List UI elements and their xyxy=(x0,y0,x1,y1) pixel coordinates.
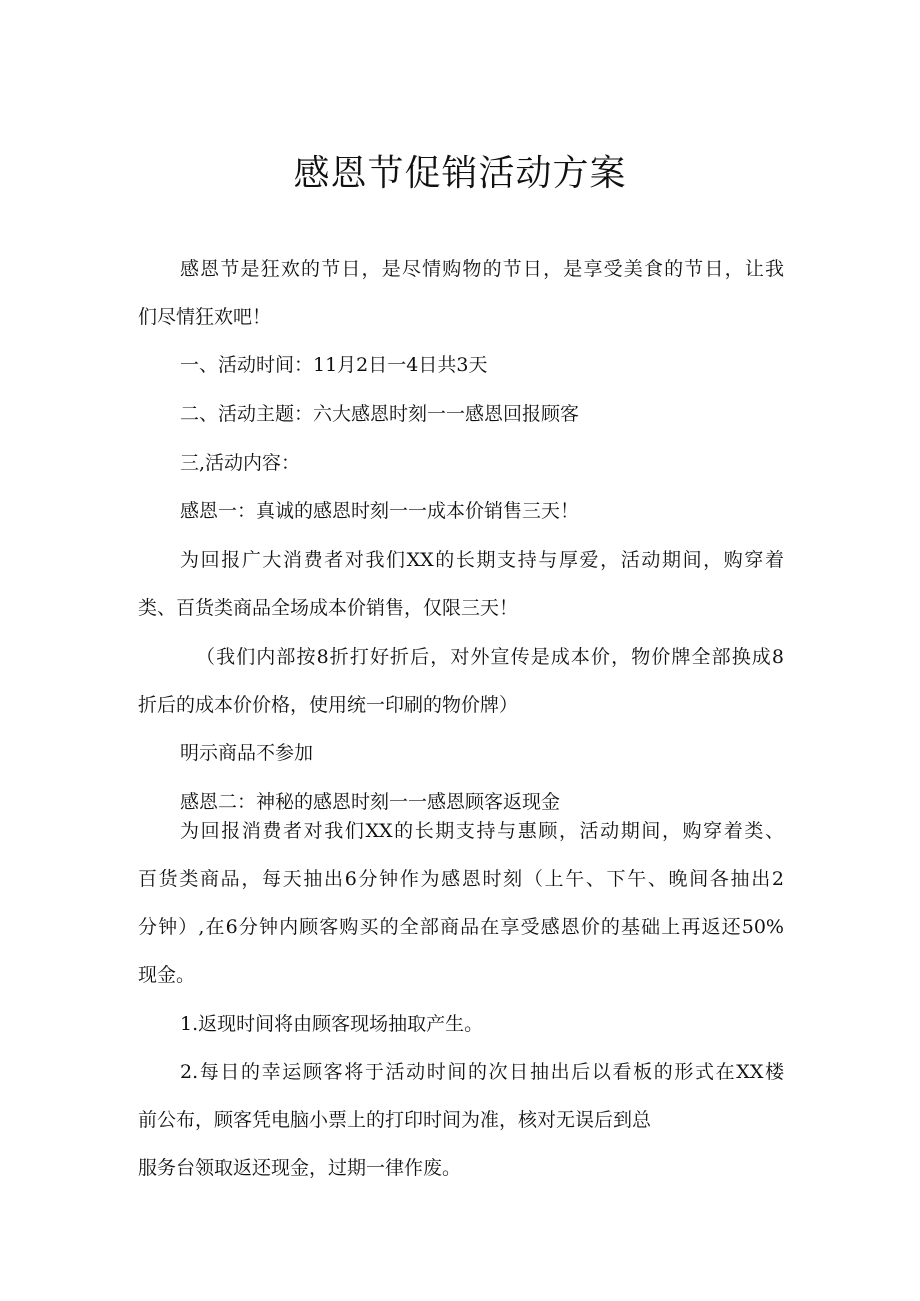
section-heading: 三,活动内容： xyxy=(180,452,301,474)
paragraph-line: 为回报消费者对我们XX的长期支持与惠顾，活动期间，购穿着类、 xyxy=(180,820,784,842)
paragraph-line: 类、百货类商品全场成本价销售，仅限三天！ xyxy=(138,597,519,619)
paragraph-line: 明示商品不参加 xyxy=(180,742,314,764)
section-heading: 一、活动时间：11月2日一4日共3天 xyxy=(180,354,488,376)
paragraph-line: 百货类商品，每天抽出6分钟作为感恩时刻（上午、下午、晚间各抽出2 xyxy=(138,868,784,890)
subsection-heading: 感恩一：真诚的感恩时刻一一成本价销售三天！ xyxy=(180,500,580,522)
paragraph-line: 折后的成本价价格，使用统一印刷的物价牌） xyxy=(138,694,519,716)
list-item: 2.每日的幸运顾客将于活动时间的次日抽出后以看板的形式在XX楼 xyxy=(180,1061,784,1083)
subsection-heading: 感恩二：神秘的感恩时刻一一感恩顾客返现金 xyxy=(180,791,561,813)
paragraph-line: 们尽情狂欢吧！ xyxy=(138,306,272,328)
paragraph-line: 前公布，顾客凭电脑小票上的打印时间为准，核对无误后到总 xyxy=(138,1109,652,1131)
paragraph-line: 为回报广大消费者对我们XX的长期支持与厚爱，活动期间，购穿着 xyxy=(180,549,784,571)
paragraph-line: 感恩节是狂欢的节日，是尽情购物的节日，是享受美食的节日，让我 xyxy=(180,258,784,280)
section-heading: 二、活动主题：六大感恩时刻一一感恩回报顾客 xyxy=(180,403,580,425)
document-title: 感恩节促销活动方案 xyxy=(293,153,627,194)
list-item: 1.返现时间将由顾客现场抽取产生。 xyxy=(180,1013,484,1035)
paragraph-line: 分钟）,在6分钟内顾客购买的全部商品在享受感恩价的基础上再返还50% xyxy=(138,916,784,938)
paragraph-line: 现金。 xyxy=(138,964,196,986)
paragraph-line: （我们内部按8折打好折后，对外宣传是成本价，物价牌全部换成8 xyxy=(196,646,784,668)
paragraph-line: 服务台领取返还现金，过期一律作废。 xyxy=(138,1157,462,1179)
